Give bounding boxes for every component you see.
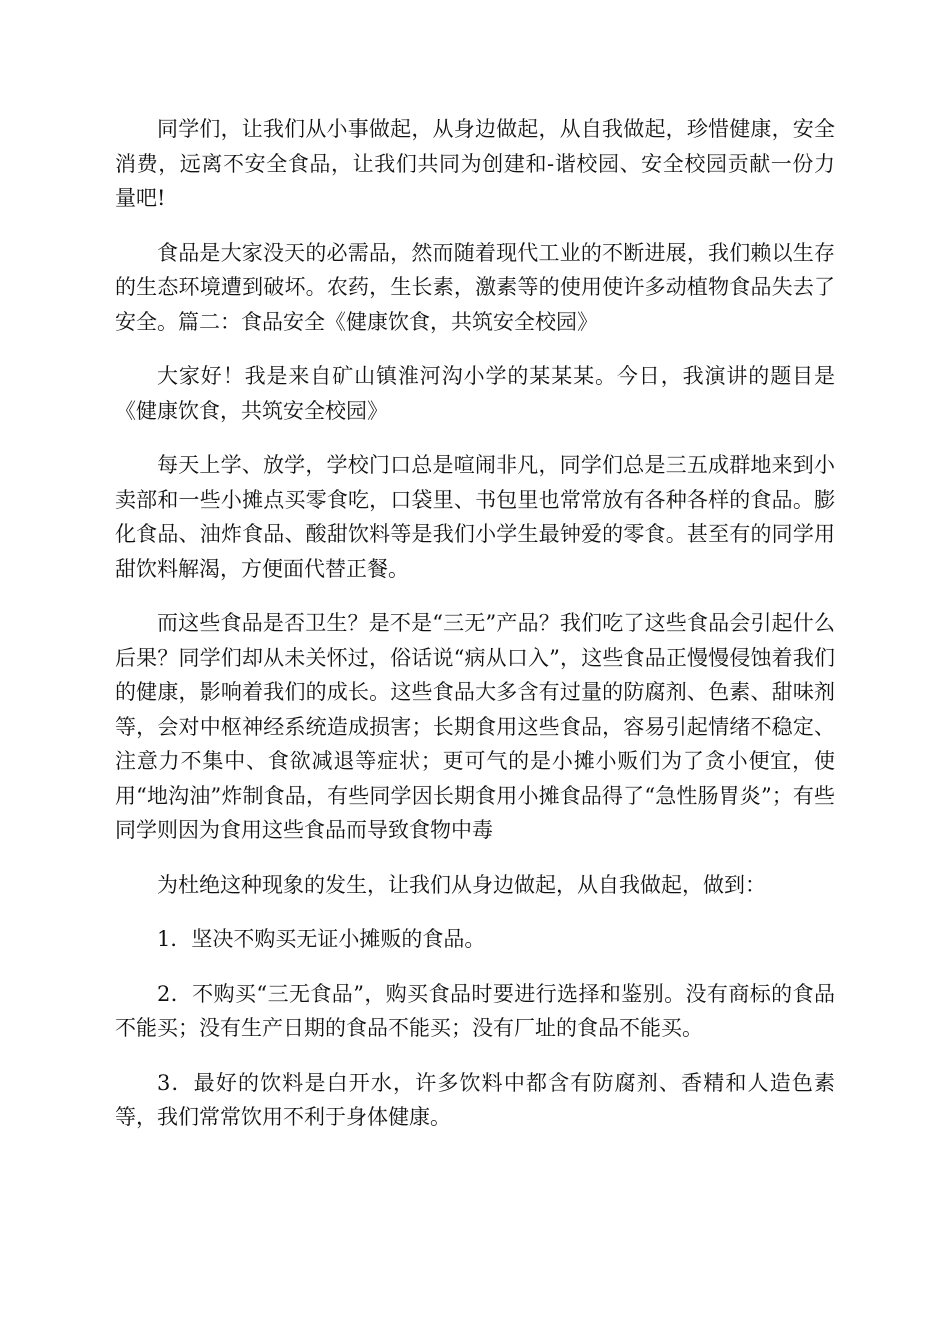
list-item-1: 1．坚决不购买无证小摊贩的食品。 — [157, 927, 486, 951]
paragraph-5: 而这些食品是否卫生？是不是“三无”产品？我们吃了这些食品会引起什么后果？同学们却从未关怀过，俗话说“病从口入”，这些食品正慢慢侵蚀着我们的健康，影响着我们的成长。这些食品大多含有过量的防腐剂、色素、甜味剂等，会对中枢神经系统造成损害；长期食用这些食品，容易引起情绪不稳定、注意力不集中、食欲减退等症状；更可气的是小摊小贩们为了贪小便宜，使用“地沟油”炸制食品，有些同学因长期食用小摊食品得了“急性肠胃炎”；有些同学则因为食用这些食品而导致食物中毒 — [115, 611, 835, 842]
paragraph-1: 同学们，让我们从小事做起，从身边做起，从自我做起，珍惜健康，安全消费，远离不安全食品，让我们共同为创建和-谐校园、安全校园贡献一份力量吧! — [115, 117, 835, 210]
paragraph-3: 大家好！我是来自矿山镇淮河沟小学的某某某。今日，我演讲的题目是《健康饮食，共筑安全校园》 — [115, 364, 835, 423]
paragraph-6: 为杜绝这种现象的发生，让我们从身边做起，从自我做起，做到： — [157, 872, 766, 897]
paragraph-4: 每天上学、放学，学校门口总是喧闹非凡，同学们总是三五成群地来到小卖部和一些小摊点买零食吃，口袋里、书包里也常常放有各种各样的食品。膨化食品、油炸食品、酸甜饮料等是我们小学生最钟爱的零食。甚至有的同学用甜饮料解渴，方便面代替正餐。 — [115, 453, 835, 581]
list-item-2: 2．不购买“三无食品”，购买食品时要进行选择和鉴别。没有商标的食品不能买；没有生产日期的食品不能买；没有厂址的食品不能买。 — [115, 981, 835, 1040]
paragraph-2: 食品是大家没天的必需品，然而随着现代工业的不断进展，我们赖以生存的生态环境遭到破坏。农药，生长素，激素等的使用使许多动植物食品失去了安全。篇二：食品安全《健康饮食，共筑安全校园》 — [115, 240, 835, 334]
list-item-3: 3．最好的饮料是白开水，许多饮料中都含有防腐剂、香精和人造色素等，我们常常饮用不利于身体健康。 — [115, 1070, 835, 1129]
